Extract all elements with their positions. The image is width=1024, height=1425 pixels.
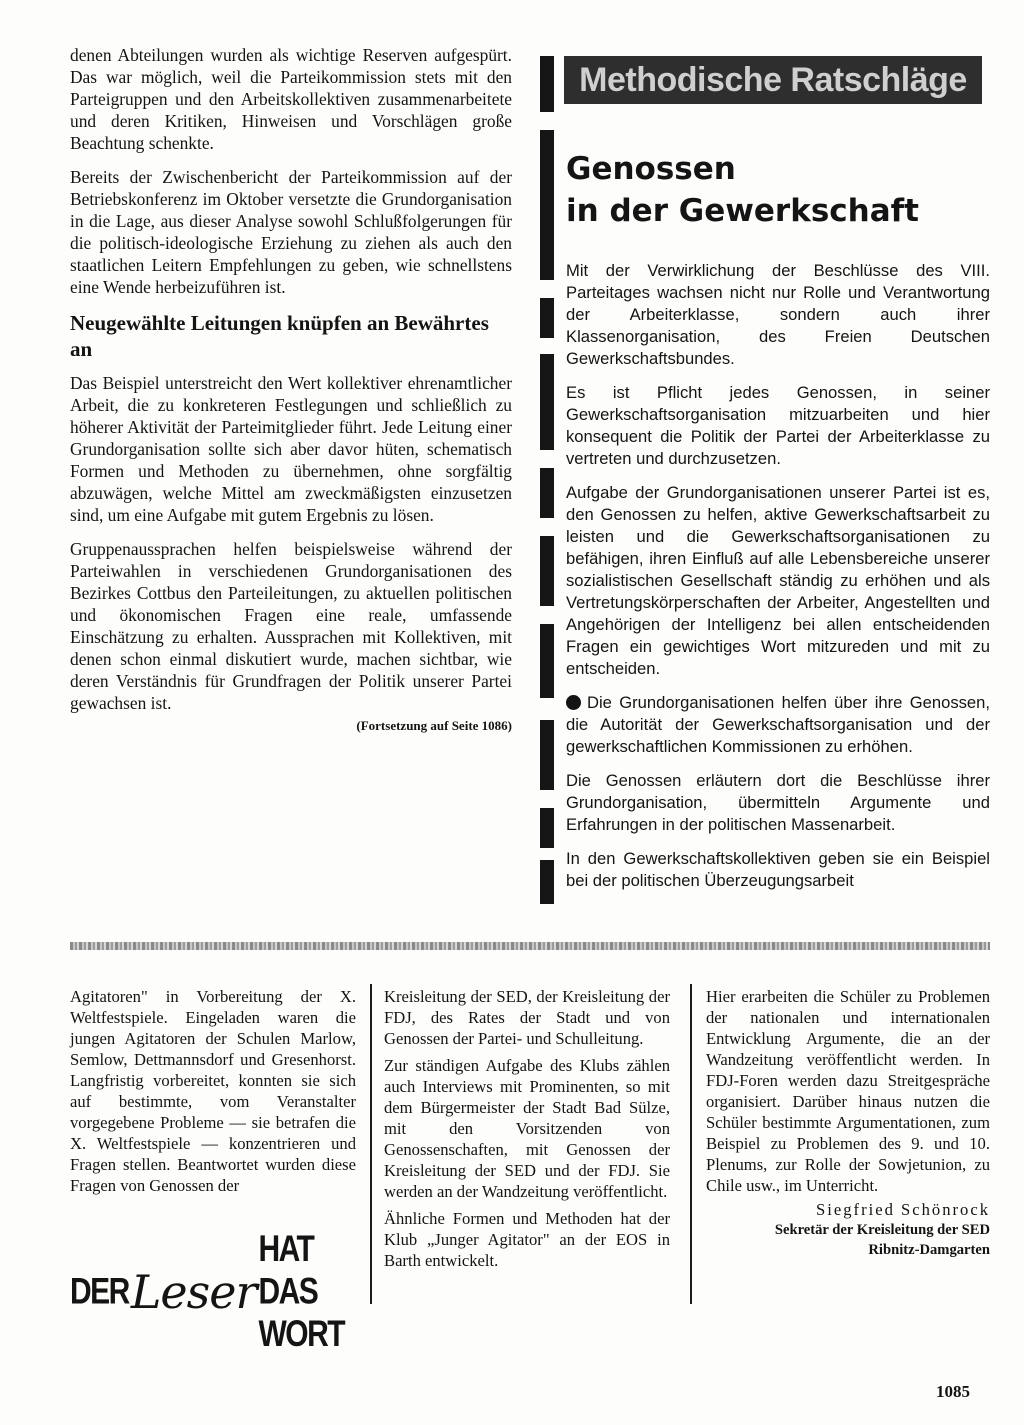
bullet-text: Die Grundorganisationen helfen über ihre Genossen, die Autorität der Gewerkschaftsorganisation und der gewerkschaftlichen Kommissionen zu erhöhen. [566, 693, 990, 756]
bottom-col3-text: Hier erarbeiten die Schüler zu Problemen der nationalen und internationalen Entwicklung Argumente, die an der Wandzeitung veröffentlicht werden. In FDJ-Foren werden dazu Streitgespräche organisiert. Darüber hinaus nutzen die Schüler bestimmte Argumentationen, zum Beispiel zu Problemen des 9. und 10. Plenums, zur Rolle der Sowjetunion, zu Chile usw., im Unterricht. [706, 987, 990, 1195]
page-number: 1085 [936, 1382, 970, 1401]
continuation-note: (Fortsetzung auf Seite 1086) [356, 718, 512, 733]
column-divider-1 [370, 984, 372, 1304]
bottom-col2-paragraph-2: Zur ständigen Aufgabe des Klubs zählen auch Interviews mit Prominenten, so mit dem Bürgermeister der Stadt Bad Sülze, mit den Vorsitzenden von Genossenschaften, mit Genossen der Kreisleitung der SED und der FDJ. Sie werden an der Wandzeitung veröffentlicht. [384, 1056, 670, 1201]
signature-name: Siegfried Schönrock [816, 1200, 990, 1219]
article-title [566, 148, 986, 232]
article-paragraph-3: Aufgabe der Grundorganisationen unserer Partei ist es, den Genossen zu helfen, aktive Gewerkschaftsarbeit zu leisten und die Gewerkschaftsorganisationen zu befähigen, ihren Einfluß auf alle Lebensbereiche unserer sozialistischen Gesellschaft ständig zu erhöhen und als Vertretungskörperschaften der Arbeiter, Angestellten und Angehörigen der Intelligenz bei allen entscheidenden Fragen ein gewichtiges Wort mitzureden und mit zu entscheiden. [566, 483, 990, 678]
bottom-column-1 [70, 986, 356, 1196]
right-column [540, 44, 990, 914]
bottom-col2-paragraph-1: Kreisleitung der SED, der Kreisleitung der FDJ, des Rates der Stadt und von Genossen der Partei- und Schulleitung. [384, 987, 670, 1048]
article-paragraph-2: Es ist Pflicht jedes Genossen, in seiner Gewerkschaftsorganisation mitzuarbeiten und hier konsequent die Politik der Partei der Arbeiterklasse zu vertreten und durchzusetzen. [566, 383, 990, 468]
article-title-line-2: in der Gewerkschaft [566, 193, 919, 229]
left-paragraph-4: Gruppenaussprachen helfen beispielsweise während der Parteiwahlen in verschiedenen Grundorganisationen des Bezirkes Cottbus den Parteileitungen, zu aktuellen politischen und ökonomischen Fragen eine reale, umfassende Einschätzung zu erhalten. Aussprachen mit Kollektiven, mit denen schon einmal diskutiert wurde, machen sichtbar, wie deren Verständnis für Grundfragen der Politik unserer Partei gewachsen ist. [70, 539, 512, 713]
article-bullet-paragraph [566, 692, 990, 758]
left-column [70, 44, 512, 734]
leser-hat-das-wort-logo [70, 1228, 350, 1355]
bottom-column-3 [706, 986, 990, 1260]
logo-part-2: HAT DAS WORT [258, 1228, 345, 1355]
article-body [566, 260, 990, 904]
article-paragraph-5: In den Gewerkschaftskollektiven geben sie ein Beispiel bei der politischen Überzeugungsarbeit [566, 849, 990, 890]
article-paragraph-4: Die Genossen erläutern dort die Beschlüsse ihrer Grundorganisation, übermitteln Argumente und Erfahrungen in der politischen Massenarbeit. [566, 771, 990, 834]
bottom-col1-text: Agitatoren" in Vorbereitung der X. Weltfestspiele. Eingeladen waren die jungen Agitatoren der Schulen Marlow, Semlow, Dettmannsdorf und Gresenhorst. Langfristig vorbereitet, konnten sie sich auf bestimmte, vom Veranstalter vorgegebene Probleme — sie betrafen die X. Weltfestspiele — konzentrieren und Fragen stellen. Beantwortet wurden diese Fragen von Genossen der [70, 987, 356, 1195]
signature-role: Sekretär der Kreisleitung der SED [774, 1222, 990, 1238]
section-banner: Methodische Ratschläge [564, 56, 982, 104]
signature-place: Ribnitz-Damgarten [868, 1242, 990, 1258]
left-paragraph-3: Das Beispiel unterstreicht den Wert kollektiver ehrenamtlicher Arbeit, die zu konkreteren Festlegungen und schließlich zu höherer Aktivität der Parteimitglieder führt. Jede Leitung einer Grundorganisation sollte sich aber davor hüten, schematisch Formen und Methoden zu übernehmen, ohne sorgfältig abzuwägen, welche Mittel am zweckmäßigsten einzusetzen sind, um eine Aufgabe mit gutem Ergebnis zu lösen. [70, 373, 512, 525]
bottom-column-2 [384, 986, 670, 1271]
section-heading: Neugewählte Leitungen knüpfen an Bewährtes an [70, 311, 489, 361]
logo-script: Leser [130, 1265, 257, 1319]
article-title-line-1: Genossen [566, 151, 736, 187]
bottom-col2-paragraph-3: Ähnliche Formen und Methoden hat der Klub „Junger Agitator" an der EOS in Barth entwickelt. [384, 1209, 670, 1270]
logo-part-1: DER [70, 1270, 129, 1312]
left-paragraph-2: Bereits der Zwischenbericht der Parteikommission auf der Betriebskonferenz im Oktober versetzte die Grundorganisation in die Lage, aus dieser Analyse sowohl Schlußfolgerungen für die politisch-ideologische Erziehung zu ziehen als auch den staatlichen Leitern Empfehlungen zu geben, wie schnellstens eine Wende herbeizuführen ist. [70, 167, 512, 297]
left-paragraph-1: denen Abteilungen wurden als wichtige Reserven aufgespürt. Das war möglich, weil die Parteikommission stets mit den Parteigruppen und den Arbeitskollektiven zusammenarbeitete und deren Kritiken, Hinweisen und Vorschlägen große Beachtung schenkte. [70, 45, 512, 153]
article-paragraph-1: Mit der Verwirklichung der Beschlüsse des VIII. Parteitages wachsen nicht nur Rolle und Verantwortung der Arbeiterklasse, sondern auch ihrer Klassenorganisation, des Freien Deutschen Gewerkschaftsbundes. [566, 261, 990, 368]
bullet-dot-icon [566, 695, 581, 710]
column-divider-2 [690, 984, 692, 1304]
section-divider [70, 942, 990, 950]
margin-bars [540, 44, 556, 894]
